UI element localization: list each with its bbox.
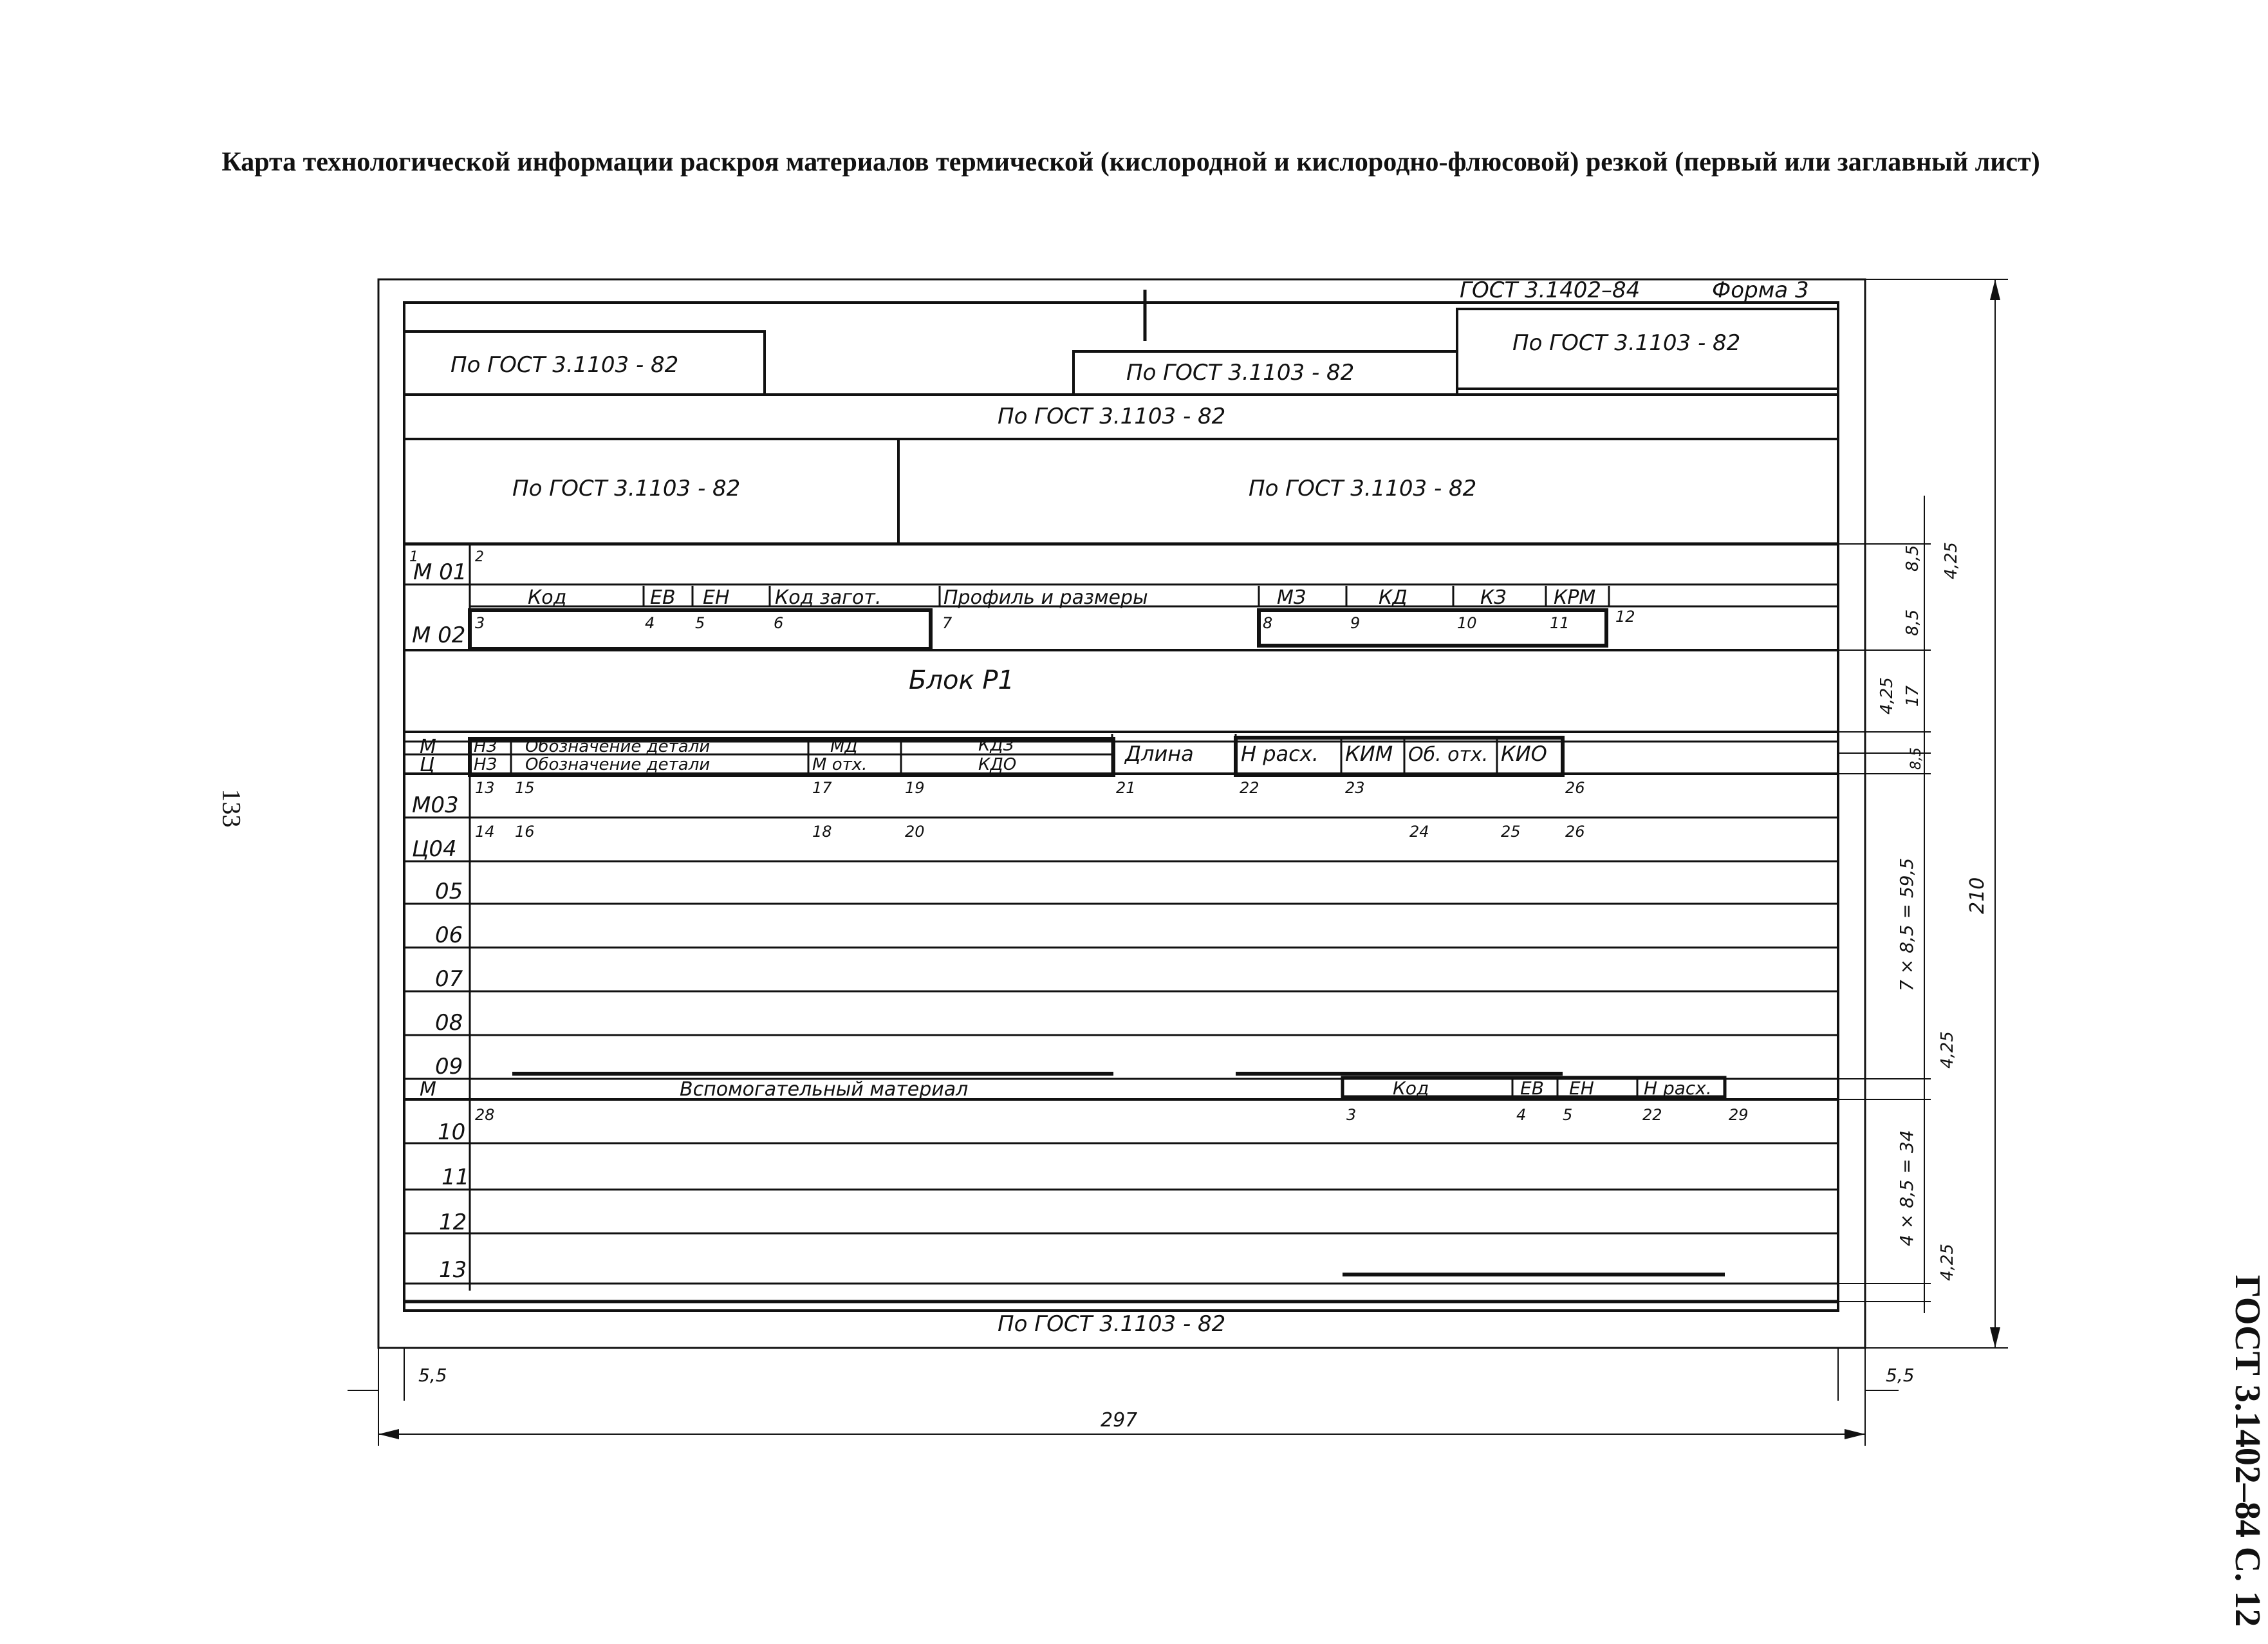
dim-17: 17: [1903, 685, 1922, 707]
dim-4-25-b: 4,25: [1877, 677, 1897, 715]
m02-num-9: 9: [1350, 614, 1361, 632]
dim-height-210: 210: [1966, 877, 1989, 914]
m02-header-kod: Код: [528, 586, 567, 609]
c04-num-25: 25: [1501, 823, 1521, 841]
aux-header-kod: Код: [1393, 1078, 1429, 1099]
c04-num-24: 24: [1409, 823, 1429, 841]
header-md: МД: [830, 737, 858, 756]
m03-num-19: 19: [905, 779, 925, 797]
row-label-09: 09: [435, 1054, 463, 1079]
row-label-07: 07: [435, 966, 463, 992]
header-kim: КИМ: [1345, 742, 1393, 766]
c04-num-18: 18: [812, 823, 832, 841]
aux-num-29: 29: [1729, 1106, 1749, 1124]
m02-num-1: 1: [409, 549, 418, 565]
row-label-m01: М 01: [413, 559, 467, 585]
header-nz-c: НЗ: [474, 755, 497, 774]
m02-header-kod-zagot: Код загот.: [775, 586, 882, 609]
m02-num-4: 4: [645, 614, 655, 632]
m02-num-8: 8: [1263, 614, 1273, 632]
m02-num-11: 11: [1550, 614, 1570, 632]
m02-num-10: 10: [1457, 614, 1477, 632]
dim-7x8-5: 7 × 8,5 = 59,5: [1896, 857, 1917, 991]
dim-4-25-c: 4,25: [1938, 1031, 1957, 1069]
row-label-c04: Ц04: [412, 836, 457, 862]
row-label-m03: М03: [412, 792, 459, 818]
dim-4-25-a: 4,25: [1942, 542, 1961, 579]
aux-header-material: Вспомогательный материал: [680, 1078, 969, 1101]
block-label: Блок Р1: [909, 666, 1014, 695]
m03-num-13: 13: [475, 779, 495, 797]
aux-header-en: ЕН: [1569, 1078, 1594, 1099]
dim-margin-left: 5,5: [418, 1365, 447, 1386]
gost-ref-right-cell: По ГОСТ 3.1103 - 82: [1249, 476, 1477, 501]
aux-num-22: 22: [1642, 1106, 1662, 1124]
header-length: Длина: [1125, 742, 1194, 766]
m02-num-6: 6: [774, 614, 784, 632]
m03-num-26: 26: [1565, 779, 1585, 797]
m02-header-mz: МЗ: [1277, 586, 1306, 609]
header-n-rash: Н расх.: [1241, 742, 1319, 766]
aux-header-ev: ЕВ: [1520, 1078, 1544, 1099]
m03-num-21: 21: [1116, 779, 1136, 797]
header-detail-m: Обозначение детали: [525, 737, 711, 756]
m02-num-3: 3: [475, 614, 485, 632]
m03-num-22: 22: [1240, 779, 1259, 797]
header-ob-otx: Об. отх.: [1408, 743, 1489, 766]
m02-header-en: ЕН: [703, 586, 730, 609]
side-standard-code: ГОСТ 3.1402–84 С. 12: [2227, 1275, 2267, 1627]
row-label-11: 11: [442, 1164, 470, 1190]
header-detail-c: Обозначение детали: [525, 755, 711, 774]
header-m-otx: М отх.: [812, 755, 868, 774]
row-label-08: 08: [435, 1010, 463, 1036]
row-label-10: 10: [438, 1119, 466, 1145]
m02-header-kz: КЗ: [1480, 586, 1507, 609]
m02-header-ev: ЕВ: [650, 586, 676, 609]
gost-ref-header-left: По ГОСТ 3.1103 - 82: [451, 352, 679, 378]
page-title: Карта технологической информации раскроя материалов термической (кислородной и кислородно-флюсовой) резкой (первый или заглавный лист): [221, 147, 2040, 177]
c04-num-14: 14: [475, 823, 495, 841]
m02-num-7: 7: [942, 614, 953, 632]
c04-num-20: 20: [905, 823, 925, 841]
m02-num-5: 5: [695, 614, 705, 632]
row-label-aux-m: М: [420, 1078, 436, 1101]
m02-header-kd: КД: [1379, 586, 1408, 609]
gost-ref-header-right: По ГОСТ 3.1103 - 82: [1512, 330, 1741, 356]
m02-header-profile: Профиль и размеры: [943, 586, 1148, 609]
m02-header-krm: КРМ: [1554, 586, 1596, 609]
form-label: Форма 3: [1712, 277, 1809, 303]
row-label-06: 06: [435, 922, 463, 948]
inner-frame: [404, 303, 1838, 1311]
gost-ref-row: По ГОСТ 3.1103 - 82: [998, 404, 1226, 429]
aux-num-3: 3: [1346, 1106, 1357, 1124]
aux-num-28: 28: [475, 1106, 495, 1124]
row-label-m: М: [420, 736, 436, 758]
standard-label: ГОСТ 3.1402–84: [1460, 277, 1641, 303]
m02-num-12: 12: [1615, 608, 1635, 626]
aux-num-5: 5: [1563, 1106, 1573, 1124]
header-kio: КИО: [1501, 742, 1547, 766]
row-label-12: 12: [439, 1210, 467, 1235]
dim-8-5-a: 8,5: [1903, 545, 1922, 572]
m03-num-17: 17: [812, 779, 832, 797]
row-label-c: Ц: [420, 754, 435, 776]
c04-num-16: 16: [515, 823, 535, 841]
dim-4-25-d: 4,25: [1938, 1244, 1957, 1281]
dim-width-297: 297: [1101, 1409, 1138, 1432]
aux-header-n-rash: Н расх.: [1644, 1078, 1712, 1099]
header-kdo: КДО: [978, 755, 1017, 774]
gost-ref-header-center: По ГОСТ 3.1103 - 82: [1126, 360, 1355, 386]
m02-num-2: 2: [475, 549, 484, 565]
m03-num-23: 23: [1345, 779, 1365, 797]
c04-num-26: 26: [1565, 823, 1585, 841]
gost-ref-footer: По ГОСТ 3.1103 - 82: [998, 1311, 1226, 1337]
dim-8-5-b: 8,5: [1903, 609, 1922, 636]
dim-margin-right: 5,5: [1886, 1365, 1915, 1386]
header-nz-m: НЗ: [474, 737, 497, 756]
aux-num-4: 4: [1516, 1106, 1527, 1124]
row-label-m02: М 02: [412, 622, 466, 648]
row-label-05: 05: [435, 879, 463, 904]
dim-8-5-c: 8,5: [1908, 747, 1924, 770]
header-kdz: КДЗ: [978, 736, 1014, 755]
gost-ref-left-cell: По ГОСТ 3.1103 - 82: [512, 476, 741, 501]
row-label-13: 13: [439, 1257, 467, 1283]
m03-num-15: 15: [515, 779, 535, 797]
page-number: 133: [217, 789, 246, 828]
dim-4x8-5: 4 × 8,5 = 34: [1896, 1130, 1917, 1246]
